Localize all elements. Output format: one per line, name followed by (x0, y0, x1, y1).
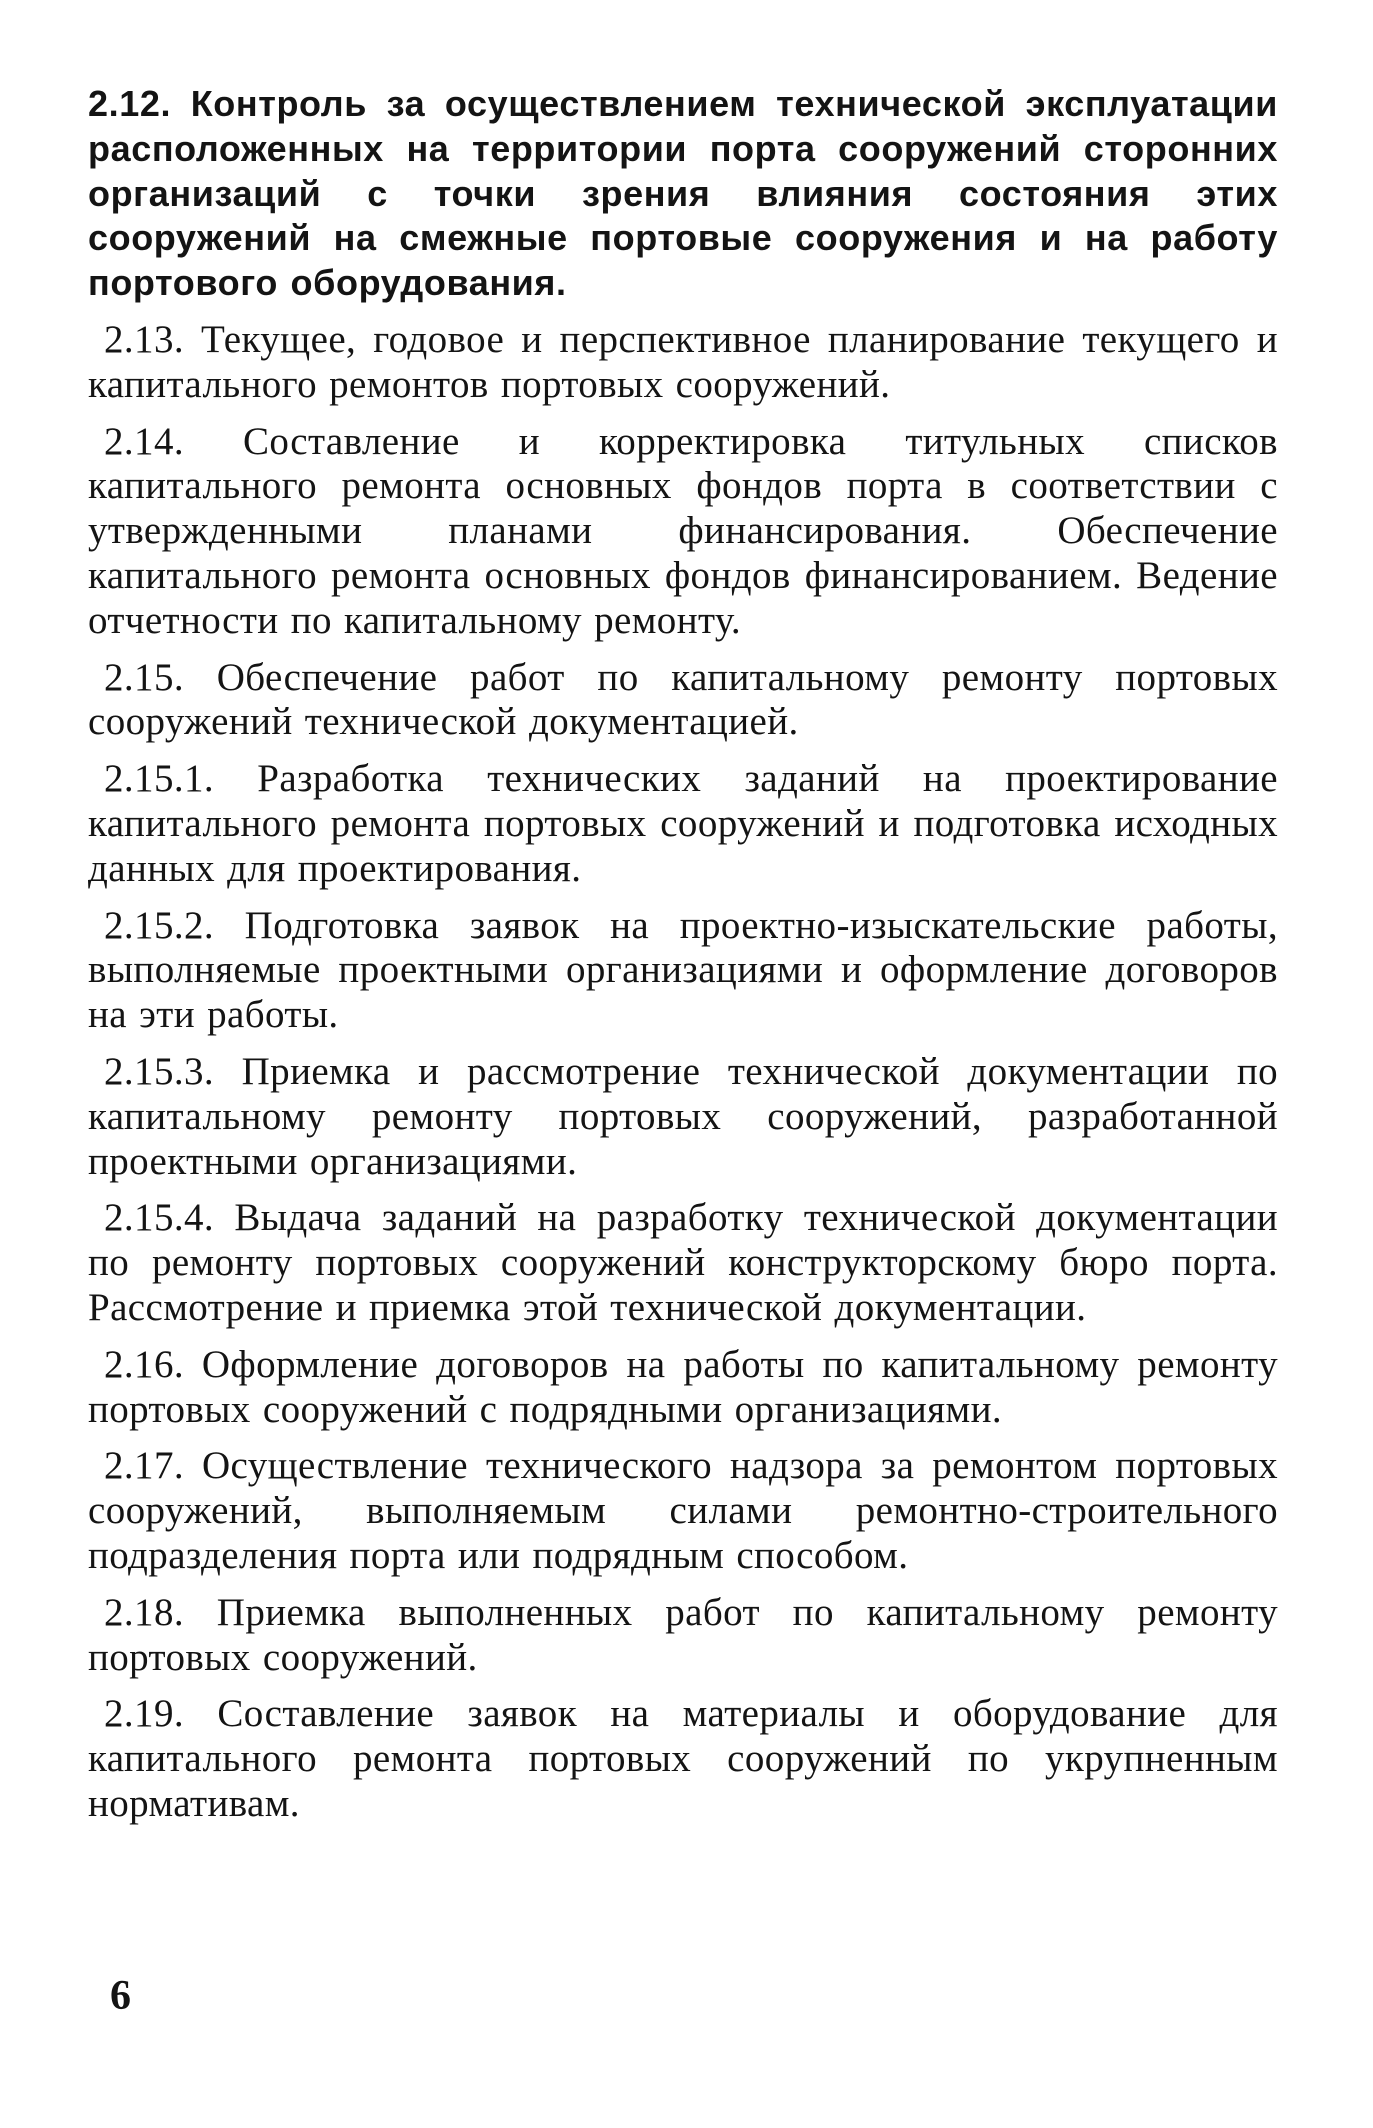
paragraph-2-13: 2.13. Текущее, годовое и перспективное планирование текущего и капитального ремонтов портовых сооружений. (88, 317, 1278, 406)
paragraph-2-16: 2.16. Оформление договоров на работы по капитальному ремонту портовых сооружений с подрядными организациями. (88, 1342, 1278, 1431)
paragraph-2-12: 2.12. Контроль за осуществлением технической эксплуатации расположенных на территории порта сооружений сторонних организаций с точки зрения влияния состояния этих сооружений на смежные портовые сооружения и на работу портового оборудования. (88, 83, 1278, 304)
page-number: 6 (110, 1973, 131, 2019)
paragraph-2-15-4: 2.15.4. Выдача заданий на разработку технической документации по ремонту портовых сооружений конструкторскому бюро порта. Рассмотрение и приемка этой технической документации. (88, 1196, 1278, 1329)
paragraph-2-17: 2.17. Осуществление технического надзора за ремонтом портовых сооружений, выполняемым силами ремонтно-строительного подразделения порта или подрядным способом. (88, 1444, 1278, 1577)
paragraph-2-15: 2.15. Обеспечение работ по капитальному ремонту портовых сооружений технической документацией. (88, 655, 1278, 744)
paragraph-2-15-1: 2.15.1. Разработка технических заданий на проектирование капитального ремонта портовых сооружений и подготовка исходных данных для проектирования. (88, 757, 1278, 890)
paragraph-2-18: 2.18. Приемка выполненных работ по капитальному ремонту портовых сооружений. (88, 1590, 1278, 1679)
paragraph-2-15-2: 2.15.2. Подготовка заявок на проектно-изыскательские работы, выполняемые проектными организациями и оформление договоров на эти работы. (88, 903, 1278, 1037)
paragraph-2-14: 2.14. Составление и корректировка титульных списков капитального ремонта основных фондов порта в соответствии с утвержденными планами финансирования. Обеспечение капитального ремонта основных фондов финансированием. Ведение отчетности по капитальному ремонту. (88, 419, 1278, 642)
paragraph-2-15-3: 2.15.3. Приемка и рассмотрение технической документации по капитальному ремонту портовых сооружений, разработанной проектными организациями. (88, 1049, 1278, 1183)
paragraph-2-19: 2.19. Составление заявок на материалы и оборудование для капитального ремонта портовых сооружений по укрупненным нормативам. (88, 1692, 1278, 1825)
document-page (88, 82, 1278, 1839)
